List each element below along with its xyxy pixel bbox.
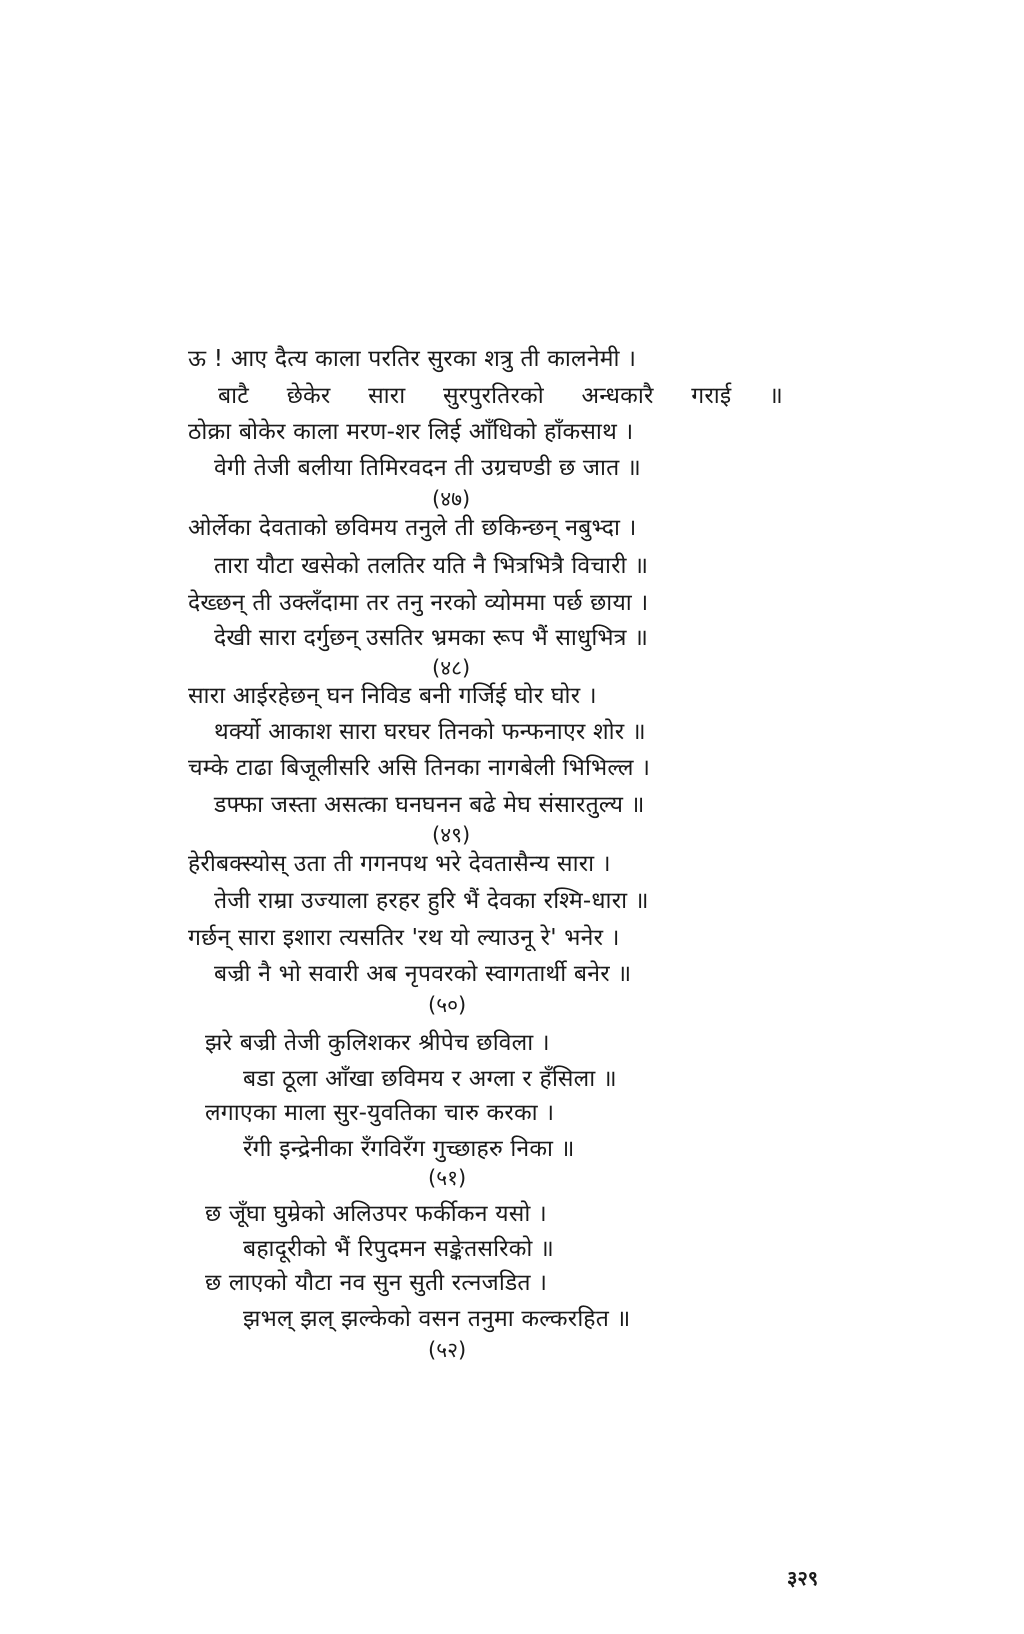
verse-line: डफ्फा जस्ता असत्का घनघनन बढे मेघ संसारतुल्य ॥	[214, 792, 645, 818]
stanza-number: (४७)	[432, 487, 471, 511]
verse-line: देखी सारा दर्गुछन् उसतिर भ्रमका रूप भैं साधुभित्र ॥	[214, 625, 649, 651]
stanza-number: (५१)	[428, 1166, 467, 1190]
page-number: ३२९	[787, 1566, 819, 1590]
verse-line: गर्छन् सारा इशारा त्यसतिर 'रथ यो ल्याउनू रे' भनेर ।	[188, 925, 620, 951]
verse-line: रँगी इन्द्रेनीका रँगविरँग गुच्छाहरु निका ॥	[243, 1136, 575, 1162]
stanza-number: (४९)	[432, 823, 471, 847]
verse-line: बाटै छेकेर सारा सुरपुरतिरको अन्धकारै गराई ॥	[218, 383, 783, 409]
verse-line: वेगी तेजी बलीया तिमिरवदन ती उग्रचण्डी छ जात ॥	[214, 455, 641, 481]
verse-line: तेजी राम्रा उज्याला हरहर हुरि भैं देवका रश्मि-धारा ॥	[214, 888, 649, 914]
verse-line: थर्क्यो आकाश सारा घरघर तिनको फन्फनाएर शोर ॥	[214, 719, 646, 745]
verse-line: झरे बज्री तेजी कुलिशकर श्रीपेच छविला ।	[205, 1030, 550, 1056]
stanza-number: (५२)	[428, 1338, 467, 1362]
verse-line: लगाएका माला सुर-युवतिका चारु करका ।	[205, 1100, 555, 1126]
verse-line: तारा यौटा खसेको तलतिर यति नै भित्रभित्रै विचारी ॥	[214, 553, 649, 579]
verse-line: झभल् झल् झल्केको वसन तनुमा कल्करहित ॥	[243, 1306, 631, 1332]
stanza-number: (५०)	[428, 993, 467, 1017]
verse-line: बज्री नै भो सवारी अब नृपवरको स्वागतार्थी बनेर ॥	[214, 961, 632, 987]
stanza-number: (४८)	[432, 656, 471, 680]
verse-line: सारा आईरहेछन् घन निविड बनी गर्जिई घोर घोर ।	[188, 683, 597, 709]
verse-line: हेरीबक्स्योस् उता ती गगनपथ भरे देवतासैन्य सारा ।	[188, 851, 611, 877]
verse-line: बडा ठूला आँखा छविमय र अग्ला र हँसिला ॥	[243, 1066, 617, 1092]
verse-line: ओर्लेका देवताको छविमय तनुले ती छकिन्छन् नबुभ्दा ।	[188, 515, 637, 541]
verse-line: बहादूरीको भैं रिपुदमन सङ्केतसरिको ॥	[243, 1236, 555, 1262]
verse-line: देख्छन् ती उक्लँदामा तर तनु नरको व्योममा पर्छ छाया ।	[188, 590, 649, 616]
verse-line: छ जूँघा घुम्रेको अलिउपर फर्कीकन यसो ।	[205, 1201, 547, 1227]
verse-line: छ लाएको यौटा नव सुन सुती रत्नजडित ।	[205, 1270, 548, 1296]
verse-line: ऊ ! आए दैत्य काला परतिर सुरका शत्रु ती कालनेमी ।	[188, 346, 637, 372]
verse-line: चम्के टाढा बिजूलीसरि असि तिनका नागबेली भिभिल्ल ।	[188, 755, 651, 781]
verse-line: ठोक्रा बोकेर काला मरण-शर लिई आँधिको हाँकसाथ ।	[188, 419, 634, 445]
